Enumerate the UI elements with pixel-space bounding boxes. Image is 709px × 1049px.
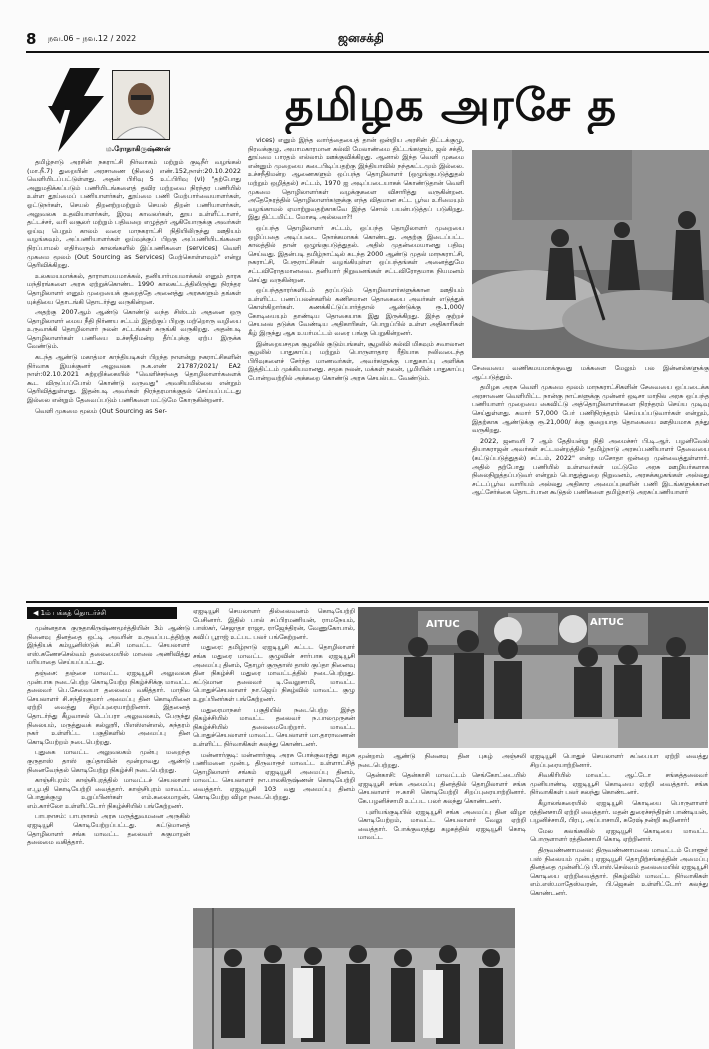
article-paragraph: ஏஐடியூசி செயலாளர் தில்லைவனம் கொடியேற்றி பேசினார். இதில் பால் சப்பிரமணியன், ராமநேயம், பாஸ்கர், செஜாதா ராஜா, ராஜேந்திரன், வேணுகோபால், கவிப் பூராஜ் உட்பட பலர் பங்கேற்றனர். <box>193 607 355 641</box>
sanitation-workers-photo <box>472 150 709 358</box>
group-flag-photo <box>193 908 515 1049</box>
article-column-3 <box>472 364 709 598</box>
article-paragraph: வெளி முகமை மூலம் (Out Sourcing as Ser- <box>35 406 167 415</box>
article-paragraph: பாபநாசம்: பாபநாசம் அரசு மருத்துவமனை அருகில் ஏஐடியூசி கொடியேற்றப்பட்டது. கட்டுமானத் தொழிலாளர் சங்க மாவட்ட தலைவர் சுகுமாறன் தலைமை வகித்தார். <box>27 812 190 847</box>
article-paragraph: தமிழ்நாடு அரசின் நகராட்சி நிர்வாகம் மற்றும் குடிநீர் வழங்கல் (மா.நீ.7) துறையின் அரசாணை (நிலை) எண்.152,நாள்:20.10.2022 வெளியிடப்பட்டுள்ளது. அதன் பிரிவு 5 உட்பிரிவு (vi) "தற்போது அனுமதிக்கப்படும் பணியிடங்களைத் தவிர மற்றவை நிரந்தர பணியில் உள்ள தூய்மைப் பணியாளர்கள், தூய்மை பணி மேற்பார்வையாளர்கள், ஓட்டுநர்கள், செயல் திறனற்றமற்றும் செயல் திறன் பணியாளர்கள், அலுவலக உதவியாளர்கள், இரவு காவலர்கள், தூய உள்ளீட்டாளர், தட்டச்சர், வரி வசூலர் மற்றும் பதிவறை எழுத்தர் ஆகியோருக்கு அவர்கள் ஓய்வு பெறும் காலம் வரை மாநகராட்சி நிதியிலிருந்து ஊதியம் வழங்கவும், அப்பணியாளர்கள் ஓய்வுக்குப் பிறகு அப்பணியிடங்களை நிரப்பாமல் எதிர்வரும் காலங்களில் இப்பணிகளை (services) வெளி முகமை மூலம் (Out Sourcing as Services) மேற்கொள்ளவும்" என்று தெரிவிக்கிறது. <box>27 158 241 270</box>
section-divider <box>26 601 709 603</box>
article-paragraph: புளியங்குடியில் ஏஐடியூசி சங்க அமைப்பு தின விழா கொடியேற்றம், மாவட்ட செயலாளர் வேலு ஏற்றி வைத்தார். போக்குவரத்து கழகத்தில் ஏஐடியூசி கொடி மாவட்ட <box>358 807 526 842</box>
article-paragraph: தமிழக அரசு வெளி முகமை மூலம் மாநகராட்சிகளின் சேவையை ஒப்படைக்க அரசாணை வெளியிட்ட நான்கு நாட்களுக்கு முன்னர் ஒடிசா மாநில அரசு ஒப்பந்த பணியாளர் முறையை கைவிட்டு அத்தொழிலாளர்களை நிரந்தரம் செய்ய முடிவு செய்துள்ளது. சுமார் 57,000 பேர் பணிநிரந்தரம் செய்யப்படுவார்கள் என்றும், இதற்காக ஆண்டுக்கு ரூ.21,000/ க்கு குறையாத தொகையை ஊதியமாக தந்து வருகிறது. <box>472 383 709 435</box>
continued-column-2 <box>193 607 355 903</box>
article-paragraph: சிவகிரியில் மாவட்ட ஆட்டோ சங்கத்தலைவர் முனியாண்டி ஏஐடியூசி கொடியை ஏற்றி வைத்தார். சங்க நிர்வாகிகள் பலர் கலந்து கொண்டனர். <box>530 771 708 797</box>
masthead: ஜனசக்தி <box>338 31 384 45</box>
article-paragraph: தஞ்சை: தஞ்சை மாவட்ட ஏஐடியூசி அலுவலக முன்பாக நடைபெற்ற கொடியேற்ற நிகழ்ச்சிக்கு மாவட்ட தலைவர் பெ.சேவையா தலைமை வகித்தார். மாநில செயலாளர் சி.சந்திரகுமார் அமைப்பு தின கொடியினை ஏற்றி வைத்து சிறப்புரையாற்றினார். இதனைத் தொடர்ந்து கீழவாசல் டெப்பரா அலுவலகம், பேருந்து நிலையம், மருத்துவக் கல்லூரி, பிஎஸ்என்எல், சுந்தரம் நகர் உள்ளிட்ட பகுதிகளில் அமைப்பு தின கொடியேற்றம் நடைபெற்றது. <box>27 668 190 746</box>
article-paragraph: ஒப்பந்ததாரர்களிடம் தரப்படும் தொழிலாளர்களுக்கான ஊதியம் உள்ளிட்ட பணப்பலன்களில் கணிசமான தொகையை அவர்கள் எடுத்துக் கொள்கிறார்கள். கணக்கிட்டுப்பார்த்தால் ஆண்டுக்கு ரூ.1,000/கோடியையும் தாண்டிய தொகையாக இது இருக்கிறது. இந்த குற்றச் செயலை தடுக்க வேண்டிய அதிகாரிகள், பொறுப்பில் உள்ள அதிகாரிகள் கீழ் இருந்து ஆக உயர்மட்டம் வரை பங்கு பெறுகின்றனர். <box>248 286 464 338</box>
header-rule <box>26 51 709 53</box>
arrow-icon: ◀ <box>33 609 41 617</box>
article-paragraph: சேவையை வணிகமயமாக்குவது மக்களை மேலும் பல இன்னல்களுக்கு ஆட்படுத்தும். <box>472 364 709 381</box>
article-paragraph: காஞ்சிபுரம்: காஞ்சிபுரத்தில் மாவட்டச் செயலாளர் எ.பூபதி கொடியேற்றி வைத்தார். காஞ்சிபுரம் மாவட்ட பொதுக்குழு உறுப்பினர்கள் எம்.கலைமாறன், எம்.கார்லோ உள்ளிட்டோர் நிகழ்ச்சியில் பங்கேற்றனர். <box>27 776 190 810</box>
article-paragraph: தென்காசி: தென்காசி மாவட்டம் செங்கோட்டையில் ஏஐடியூசி சங்க அமைப்பு தினத்தில் தொழிலாளர் சங்க செயலாளர் ஈ.காசி கொடியேற்றி சிறப்புரையாற்றினார். கே.பழனிச்சாமி உட்பட பலர் கலந்து கொண்டனர். <box>358 771 526 805</box>
page-number: 8 <box>26 30 37 48</box>
continued-label-badge <box>27 607 177 619</box>
article-paragraph: 2022, ஜனவரி 7 ஆம் தேதியன்று நிதி அமைச்சர் பி.டி.ஆர். பழனிவேல் தியாகராஜன் அவர்கள் சட்டமன்றத்தில் "தமிழ்நாடு அரசுப்பணியாளர் தேவையை (கட்டுப்படுத்துதல்) சட்டம், 2022" என்ற மசோதா ஒன்றை முன்வைத்துள்ளார். அதில் தற்போது பணியில் உள்ளவர்கள் மட்டுமே அரசு ஊழியர்களாக நிலைநிறுத்தப்படுவர் என்றும் பொதுத்துறை நிறுவனம், அரசுக்கழகங்கள் அல்லது சட்டப்பூர்வ வாரியம் அல்லது அதிகார அமைப்புகளின் பணி இடங்களுக்கான ஆட்சேர்க்கை தொடர்பான கூடுதல் பணிகளை தமிழ்நாடு அரசுப்பணியாளர் <box>472 436 709 497</box>
article-paragraph: அதற்கு 2007ஆம் ஆண்டு கொண்டு வந்த சிஸ்டம் அதனை ஒரு தொழிலாளர் மைய நீதி நிர்ணய சட்டம் இதற்குப் பிறகு மற்றொரு வழியை உருவாக்கி தொழிலாளர் நலன் சட்டங்கள் சுருங்கி வருகிறது. அதன்படி தொழிலாளர்கள் பணியை உச்சநீதிமன்ற தீர்ப்புக்கு ஏற்ப இருக்க வேண்டும். <box>27 308 241 351</box>
article-paragraph: புதுகை மாவட்ட அலுவலகம் முன்பு மறைந்த குருதாஸ் தாஸ் குப்தாவின் மூன்றாவது ஆண்டு நினைவேந்தல் கொடியேற்று நிகழ்ச்சி நடைபெற்றது. <box>27 748 190 774</box>
article-paragraph: மதுரை: தமிழ்நாடு ஏஐடியூசி கட்டட தொழிலாளர் சங்க மதுரை மாவட்ட குழுவின் சார்பாக ஏஐடியூசி அமைப்பு தினம், தோழர் குருதாஸ் தாஸ் குப்தா நினைவு தின நிகழ்ச்சி மதுரை மாவட்டத்தில் நடைபெற்றது. கட்டுமான தலைவர் டி.வேலுசாமி, மாவட்ட பொதுச்செயலாளர் நா.ஜெய் நிகழ்வில் மாவட்ட குழு உறுப்பினர்கள் பங்கேற்றனர். <box>193 643 355 703</box>
article-paragraph: கடந்த ஆண்டு மகாத்மா காந்தியடிகள் பிறந்த நாளன்று நகராட்சிகளின் நிர்வாக இயக்குனர் அலுவலக ந.க.எண் 21787/2021/ EA2 நாள்:02.10.2021 சுற்றறிக்கையில் "வெளிச்சந்தை தொழிலாளர்களைக் கூட விருப்பப்போல் கொண்டு வருவது" அவசியமில்லை என்றும் தெரிவித்துள்ளது. இதன்படி அவர்கள் நிரந்தரமாக்குதல் செய்யப்பட்டது இல்லை என்றும் தேவைப்படும் பணிகளை மட்டுமே கோருகின்றனர். <box>27 353 241 405</box>
article-paragraph: ஒப்பந்த தொழிலாளர் சட்டம், ஒப்பந்த தொழிலாளர் முறையை ஒழிப்பதை அடிப்படை நோக்கமாகக் கொண்டது. அதற்கு இடைப்பட்ட காலத்தில் தான் ஒழுங்குபடுத்துதல். அதில் முதன்மையானது பதிவு செய்வது. இதன்படி தமிழ்நாட்டில் கடந்த 2000 ஆண்டு முதல் மாநகராட்சி, நகராட்சி, பேரூராட்சிகள் வழங்கியுள்ள ஒப்பந்தங்கள் அனைத்துமே சட்டவிரோதமானவை. தனியார் நிறுவனங்கள் சட்டவிரோதமாக நியமனம் செய்து வருகின்றன. <box>248 223 464 284</box>
continued-column-1 <box>27 624 190 1049</box>
article-paragraph: திருவண்ணாமலை: திருவண்ணாமலை மாவட்டம் போளூர் பஸ் நிலையம் முன்பு ஏஐடியூசி தொழிற்சங்கத்தின் அமைப்பு தினத்தை முன்னிட்டு பி.எஸ்.செல்வம் தலைமையில் ஏஐடியூசி கொடியை ஏற்றிவைத்தார். நிகழ்வில் மாவட்ட நிர்வாகிகள் எம்.எஸ்.மாதேஸ்வரன், பி.ஜெகன் உள்ளிட்டோர் கலந்து கொண்டனர். <box>530 845 708 897</box>
article-paragraph: இன்றையசமூக சூழலில் குடும்பங்கள், சூழலில் கல்வி மிகவும் சவாலான சூழலில் பாதுகாப்பு மற்றும் பொருளாதார ரீதியாக நலிவடைந்த பிரிவுகளைச் சேர்ந்த மாணவர்கள், அவர்களுக்கு பாதுகாப்பு அளிக்க இத்திட்டம் முக்கியமானது. சமூக நலன், மக்கள் நலன், பூமியின் பாதுகாப்பு போன்றவற்றில் அக்கறை கொண்டு அரசு செயல்பட வேண்டும். <box>248 339 464 383</box>
continued-column-4 <box>530 752 708 1049</box>
article-paragraph: மேல கலங்கலில் ஏஐடியூசி கொடியை மாவட்ட பொருளாளர் ரத்தினசாமி கொடி ஏற்றினார். <box>530 826 708 844</box>
article-column-2 <box>248 136 464 598</box>
lightning-logo-icon <box>40 66 112 154</box>
headline: தமிழக அரசே த <box>285 80 618 131</box>
author-name: ம.ரோதாகிருஷ்ணன் <box>106 145 171 153</box>
article-paragraph: முன்னதாக குருதாகிருஷ்ணமூர்த்தியின் 3ம் ஆண்டு நினைவு தினத்தை ஒட்டி அவரின் உருவப்படத்திற்கு இந்தியக் கம்யூனிஸ்டுக் கட்சி மாவட்ட செயலாளர் எஸ்.கணேசசெல்வம் தலைமையில் மாலை அணிவித்து மரியாதை செய்யப்பட்டது. <box>27 624 190 667</box>
page-header <box>26 30 709 52</box>
article-paragraph: மூன்றாம் ஆண்டு நினைவு தின புகழ் அஞ்சலி நடைபெற்றது. <box>358 752 526 769</box>
issue-date: நவ.06 – நவ.12 / 2022 <box>48 34 137 43</box>
article-paragraph: கீழாலங்கரையில் ஏஐடியூசி கொடியை பொருளாளர் ரத்தினசாமி ஏற்றி வைத்தார். மதன் துரைச்சந்திரன் பாண்டியன், பழனிச்சாமி, பிரபு, அப்பாசாமி, சுரேஷ் நன்றி கூறினார்! <box>530 798 708 825</box>
banner-text: AITUC <box>426 619 460 630</box>
article-paragraph: vices) எனும் இந்த வார்த்தையைத் தான் ஒன்றிய அரசின் திட்டக்குழு, நிரவக்குழு, அயாமகாரமான கல்வி மேலாண்மை திட்டங்களும், ஜல் சக்தி, தூய்மை பாரதம் எல்லாம் ஊக்குவிக்கிறது. ஆனால் இந்த வெளி முகமை என்னும் முறையை கடைபிடிப்பதற்கு இந்தியாவில் நந்தகட்டமும் இல்லை. உச்சநீதிமன்ற ஆணைகளும் ஒப்பந்த தொழிலாளர் (ஒழுங்குபடுத்துதல் மற்றும் ஒழித்தல்) சட்டம், 1970 ஐ அடிப்படையாகக் கொண்டுதான் வெளி முகமை தொழிலாளர்கள் வழக்குகளை விசாரித்து வருகின்றன. அதேநேரத்தில் தொழிலாளர்களுக்கு எந்த விதமான சட்ட பூர்வ உரிமையும் வழங்காமல் ஏமாற்றுவதற்காகவே இந்த சொல் பயன்படுத்தப் படுகிறது. இது திட்டமிட்ட மோசடி அல்லவா?! <box>248 136 464 222</box>
article-paragraph: ஏஐடியூசி பொதுச் செயலாளர் சுப்பையா ஏற்றி வைத்து சிறப்புரையாற்றினார். <box>530 752 708 769</box>
article-column-1 <box>27 158 241 598</box>
aituc-rally-photo <box>358 607 708 748</box>
article-paragraph: உலகமயமாக்கல், தாராளமயமாக்கல், தனியார்மயமாக்கல் எனும் தாரக மந்திரங்களை அரசு ஏற்றுக்கொண்ட 1990 காலகட்டத்திலிருந்து நிரந்தர தொழிலாளர் எனும் முறையைக் குறைத்தே அனைத்து அரசுகளும் தங்கள் யுக்தியை தொடங்கி தொடர்ந்து வருகின்றன. <box>27 271 241 306</box>
author-photo <box>112 70 170 140</box>
continued-label: 1ம் பக்கத் தொடர்ச்சி <box>40 609 107 617</box>
article-paragraph: மன்னார்குடி: மன்னார்குடி அரசு போக்குவரத்து கழக பணிமனை முன்பு, திருவாரூர் மாவட்ட உள்ளாட்சித் தொழிலாளர் சங்கம் ஏஐடியூசி அமைப்பு தினம், மாவட்ட செயலாளர் நா.பாலகிருஷ்ணன் கொடியேற்றி வைத்தார். ஏஐடியூசி 103 வது அமைப்பு தினம் கொடியேற்ற விழா நடைபெற்றது. <box>193 750 355 802</box>
article-paragraph: மதுரைமாநகர் பகுதியில் நடைபெற்ற இந்த நிகழ்ச்சியில் மாவட்ட தலைவர் ந.பாலமுருகன் நிகழ்ச்சியில் தலைமையேற்றார். மாவட்ட பொதுச்செயலாளர் மாவட்ட செயலாளர் மா.தாராவணன் உள்ளிட்ட நிர்வாகிகள் கலந்து கொண்டனர். <box>193 705 355 748</box>
banner-text: AITUC <box>590 617 624 628</box>
